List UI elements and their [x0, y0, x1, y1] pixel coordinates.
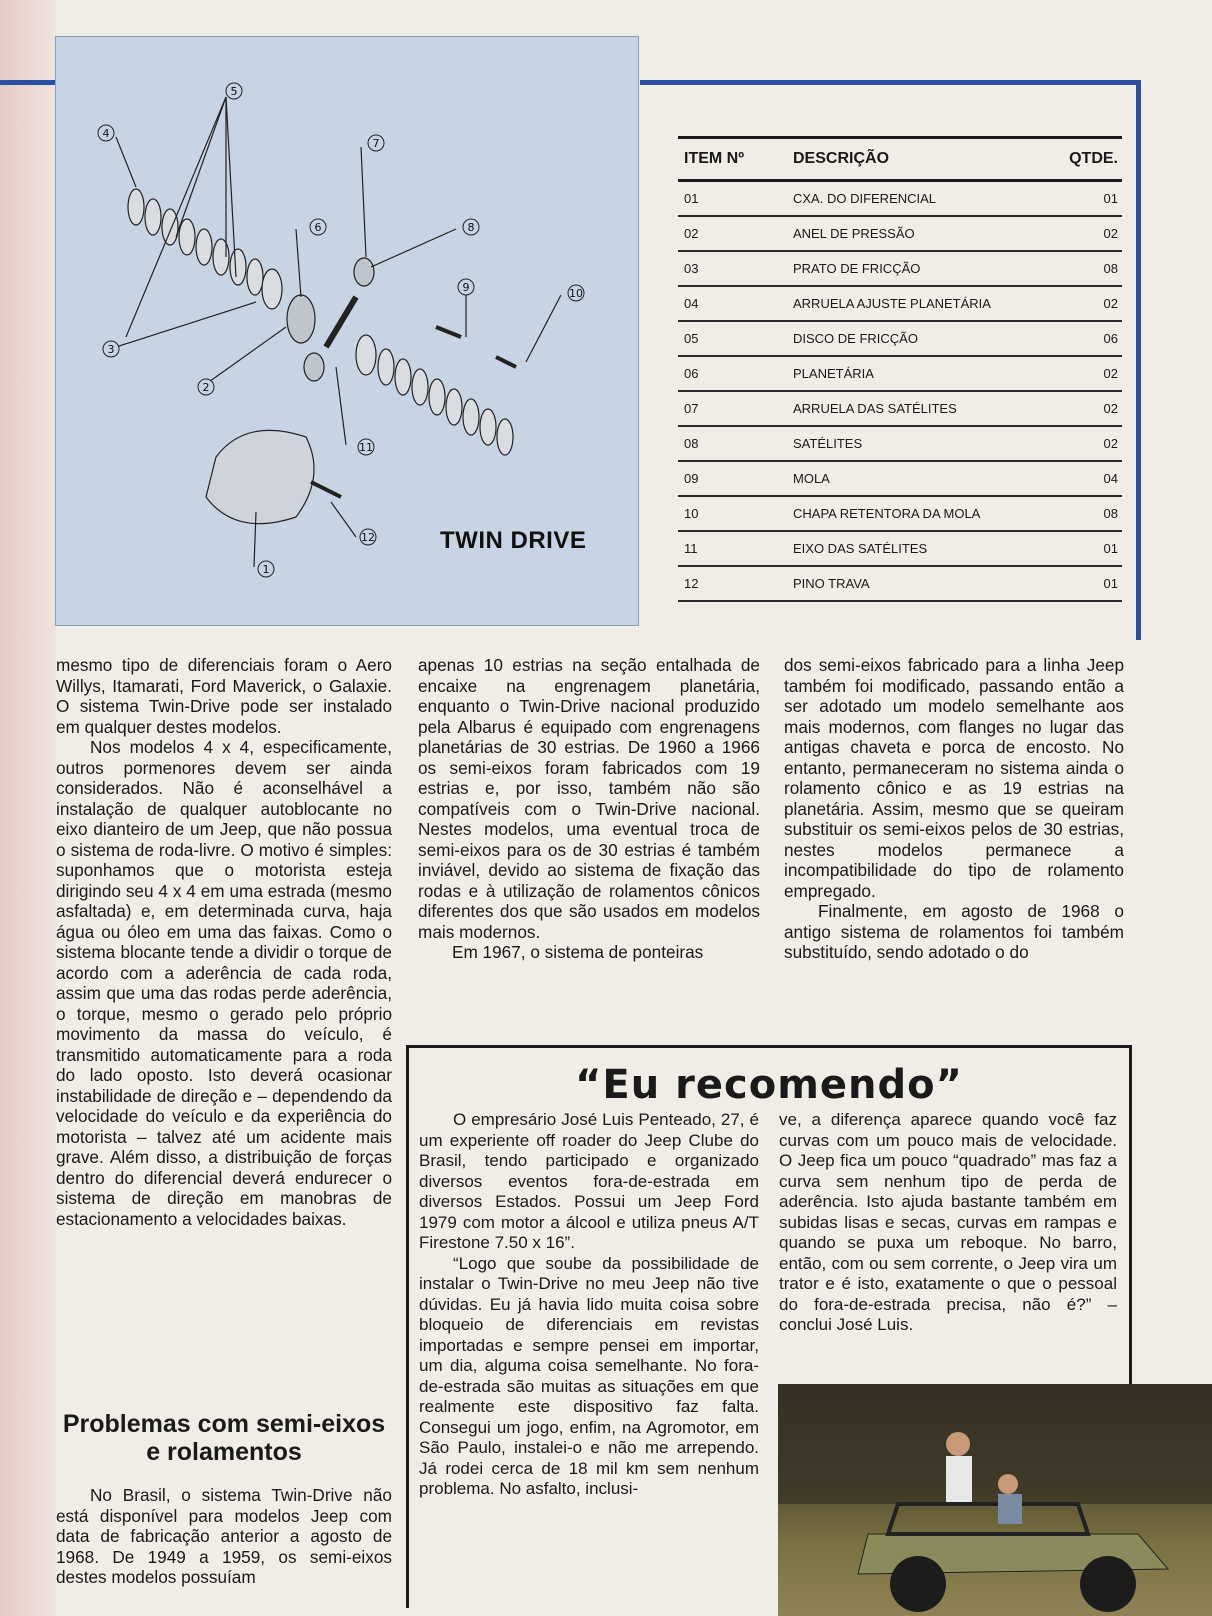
cell-description: CXA. DO DIFERENCIAL — [793, 191, 937, 206]
cell-item: 03 — [684, 261, 699, 276]
article-column-3 — [784, 655, 1124, 963]
exploded-diagram — [55, 36, 639, 626]
cell-item: 09 — [684, 471, 699, 486]
callout-9: 9 — [462, 281, 470, 294]
table-row — [678, 392, 1122, 427]
testimonial-title: “Eu recomendo” — [575, 1062, 963, 1108]
cell-description: PRATO DE FRICÇÃO — [793, 261, 921, 276]
article-column-1 — [56, 655, 392, 1229]
paragraph: mesmo tipo de diferenciais foram o Aero Willys, Itamarati, Ford Maverick, o Galaxie. O sistema Twin-Drive pode ser instalado em qualquer destes modelos. — [56, 655, 392, 737]
cell-description: CHAPA RETENTORA DA MOLA — [793, 506, 981, 521]
callout-10: 10 — [569, 287, 583, 300]
cell-item: 11 — [684, 541, 698, 556]
cell-qty: 01 — [1103, 541, 1118, 556]
cell-qty: 02 — [1103, 226, 1118, 241]
parts-table-header — [678, 136, 1122, 182]
callout-1: 1 — [262, 563, 270, 576]
table-row — [678, 287, 1122, 322]
cell-item: 08 — [684, 436, 699, 451]
callout-4: 4 — [102, 127, 110, 140]
accent-rule-left — [0, 80, 56, 85]
diagram-title: TWIN DRIVE — [440, 527, 587, 554]
testimonial-column-2 — [779, 1110, 1117, 1336]
parts-table-body — [678, 182, 1122, 602]
article-column-2 — [418, 655, 760, 963]
page-edge-shade — [0, 0, 56, 1616]
table-row — [678, 427, 1122, 462]
header-description: DESCRIÇÃO — [793, 150, 890, 167]
callout-5: 5 — [230, 85, 238, 98]
cell-qty: 01 — [1103, 576, 1118, 591]
cell-qty: 02 — [1103, 366, 1118, 381]
callout-7: 7 — [372, 137, 380, 150]
testimonial-column-1 — [419, 1110, 759, 1500]
jeep-photo — [778, 1384, 1212, 1616]
cell-item: 05 — [684, 331, 699, 346]
cell-qty: 04 — [1103, 471, 1118, 486]
cell-qty: 08 — [1103, 506, 1118, 521]
cell-item: 06 — [684, 366, 699, 381]
paragraph: Finalmente, em agosto de 1968 o antigo sistema de rolamentos foi também substituído, sendo adotado o do — [784, 901, 1124, 962]
paragraph: O empresário José Luis Penteado, 27, é um experiente off roader do Jeep Clube do Brasil, tendo participado e organizado diversos eventos fora-de-estrada em diversos Estados. Possui um Jeep Ford 1979 com motor a álcool e utiliza pneus A/T Firestone 7.50 x 16”. — [419, 1110, 759, 1252]
cell-item: 07 — [684, 401, 699, 416]
cell-description: PLANETÁRIA — [793, 366, 874, 381]
callout-8: 8 — [467, 221, 475, 234]
cell-description: SATÉLITES — [793, 436, 863, 451]
table-row — [678, 462, 1122, 497]
table-row — [678, 532, 1122, 567]
callout-6: 6 — [314, 221, 322, 234]
cell-description: PINO TRAVA — [793, 576, 870, 591]
cell-description: DISCO DE FRICÇÃO — [793, 331, 918, 346]
accent-rule-top — [640, 80, 1140, 85]
callout-11: 11 — [359, 441, 373, 454]
parts-table — [678, 136, 1122, 602]
cell-qty: 01 — [1103, 191, 1118, 206]
cell-item: 12 — [684, 576, 699, 591]
cell-qty: 06 — [1103, 331, 1118, 346]
jeep-icon — [778, 1384, 1212, 1616]
callout-2: 2 — [202, 381, 210, 394]
paragraph: “Logo que soube da possibilidade de instalar o Twin-Drive no meu Jeep não tive dúvidas. Eu já havia lido muita coisa sobre bloqueio de diferenciais em revistas importadas e sempre pensei em importar, um dia, alguma coisa semelhante. No fora-de-estrada são muitas as situações em que realmente este dispositivo faz falta. Consegui um jogo, enfim, na Agromotor, em São Paulo, instalei-o e não me arrependo. Já rodei cerca de 18 mil km sem nenhum problema. No asfalto, inclusi- — [419, 1253, 759, 1498]
cell-description: ARRUELA DAS SATÉLITES — [793, 401, 957, 416]
callout-12: 12 — [361, 531, 375, 544]
cell-item: 02 — [684, 226, 699, 241]
paragraph: Nos modelos 4 x 4, especificamente, outros pormenores devem ser ainda considerados. Não é aconselhável a instalação de qualquer autoblocante no eixo dianteiro de um Jeep, que não possua o sistema de roda-livre. O motivo é simples: suponhamos que o motorista esteja dirigindo seu 4 x 4 em uma estrada (mesmo asfaltada) e, em determinada curva, haja água ou óleo em uma das faixas. Como o sistema blocante tende a dividir o torque de acordo com a aderência de cada roda, assim que uma das rodas perde aderência, o torque, mesmo o gerado pelo próprio movimento da massa do veículo, é transmitido automaticamente para a roda do lado oposto. Isto deverá ocasionar instabilidade de direção e – dependendo da velocidade do veículo e da experiência do motorista – talvez até um acidente mais grave. Além disso, a distribuição de forças dentro do diferencial deverá endurecer o sistema de direção em manobras de estacionamento a velocidades baixas. — [56, 737, 392, 1229]
cell-qty: 02 — [1103, 401, 1118, 416]
table-row — [678, 357, 1122, 392]
cell-description: ARRUELA AJUSTE PLANETÁRIA — [793, 296, 991, 311]
cell-description: EIXO DAS SATÉLITES — [793, 541, 928, 556]
cell-item: 01 — [684, 191, 699, 206]
cell-qty: 02 — [1103, 296, 1118, 311]
accent-rule-right — [1136, 80, 1141, 640]
paragraph: dos semi-eixos fabricado para a linha Jeep também foi modificado, passando então a ser adotado um modelo semelhante aos mais modernos, com flanges no lugar das antigas chaveta e porca de encosto. No entanto, permaneceram no sistema ainda o rolamento cônico e as 19 estrias na planetária. Assim, mesmo que se queiram substituir os semi-eixos pelos de 30 estrias, nestes modelos permanece a incompatibilidade do tipo de rolamento empregado. — [784, 655, 1124, 901]
cell-item: 04 — [684, 296, 699, 311]
table-row — [678, 322, 1122, 357]
paragraph: No Brasil, o sistema Twin-Drive não está disponível para modelos Jeep com data de fabricação anterior a agosto de 1968. De 1949 a 1959, os semi-eixos destes modelos possuíam — [56, 1485, 392, 1587]
table-row — [678, 182, 1122, 217]
header-qty: QTDE. — [1069, 150, 1118, 167]
header-item: ITEM Nº — [684, 150, 745, 167]
table-row — [678, 217, 1122, 252]
section-heading: Problemas com semi-eixos e rolamentos — [62, 1410, 386, 1466]
cell-description: MOLA — [793, 471, 830, 486]
paragraph: apenas 10 estrias na seção entalhada de encaixe na engrenagem planetária, enquanto o Twin-Drive nacional produzido pela Albarus é equipado com engrenagens planetárias de 30 estrias. De 1960 a 1966 os semi-eixos foram fabricados com 19 estrias e, por isso, também não são compatíveis com o Twin-Drive nacional. Nestes modelos, uma eventual troca de semi-eixos para os de 30 estrias é também inviável, devido ao sistema de fixação das rodas e à utilização de rolamentos cônicos diferentes dos que são usados em modelos mais modernos. — [418, 655, 760, 942]
paragraph: ve, a diferença aparece quando você faz curvas com um pouco mais de velocidade. O Jeep fica um pouco “quadrado” mas faz a curva sem nenhum tipo de perda de aderência. Isto ajuda bastante também em subidas lisas e secas, curvas em rampas e quando se puxa um reboque. No barro, então, com ou sem corrente, o Jeep vira um trator e é isto, exatamente o que o pessoal do fora-de-estrada precisa, não é?” – conclui José Luis. — [779, 1110, 1117, 1334]
paragraph: Em 1967, o sistema de ponteiras — [452, 942, 704, 962]
cell-item: 10 — [684, 506, 699, 521]
cell-description: ANEL DE PRESSÃO — [793, 226, 915, 241]
article-column-1-continued — [56, 1485, 392, 1588]
cell-qty: 08 — [1103, 261, 1118, 276]
table-row — [678, 497, 1122, 532]
table-row — [678, 567, 1122, 602]
callout-3: 3 — [107, 343, 115, 356]
table-row — [678, 252, 1122, 287]
cell-qty: 02 — [1103, 436, 1118, 451]
